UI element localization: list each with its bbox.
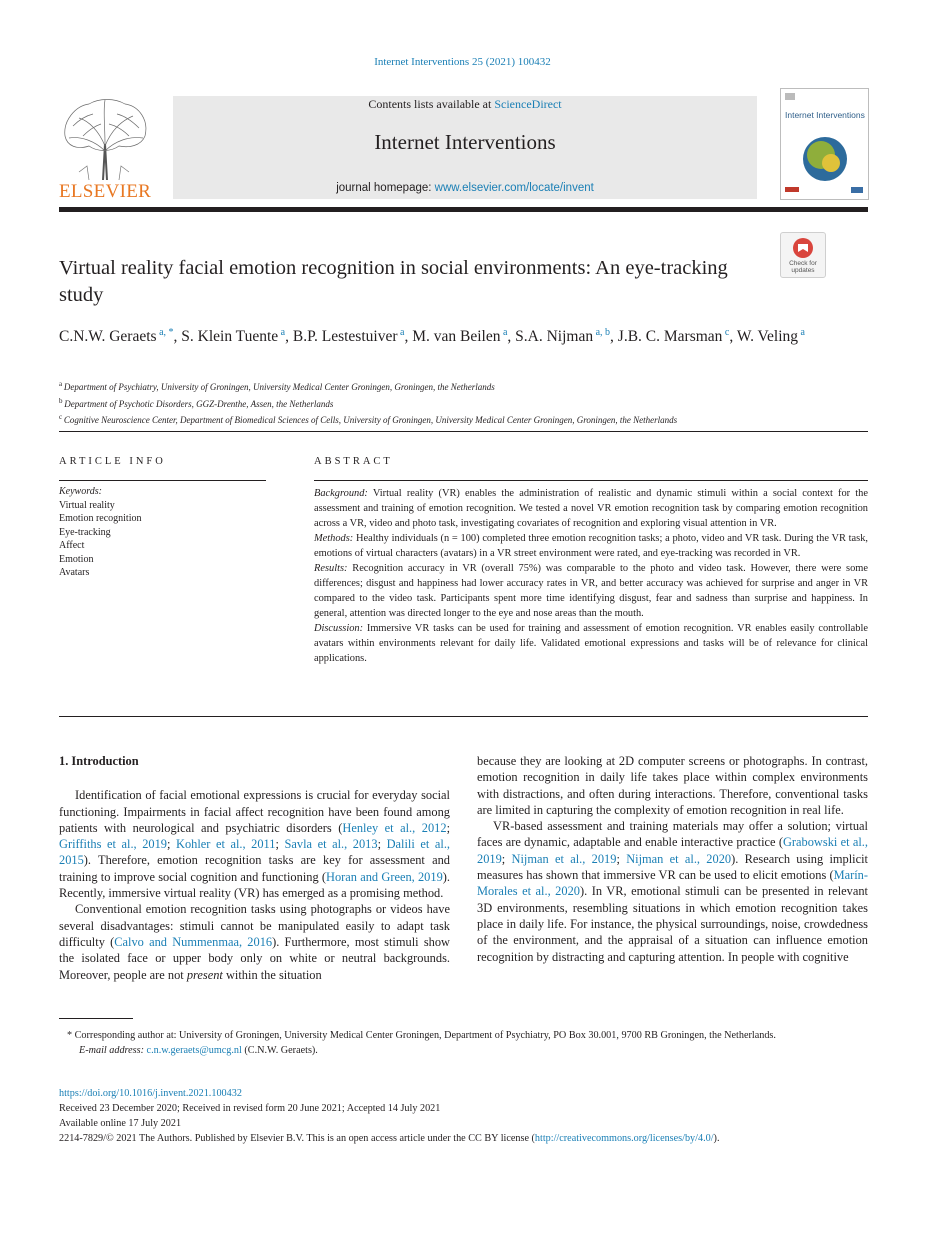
running-header[interactable]: Internet Interventions 25 (2021) 100432 [374, 56, 551, 68]
affiliations [59, 378, 868, 428]
publisher-logo-text: ELSEVIER [59, 181, 152, 202]
available-online: Available online 17 July 2021 [59, 1118, 182, 1129]
abstract-section [314, 621, 868, 666]
abstract-section-text: Healthy individuals (n = 100) completed three emotion recognition tasks; a photo, video and VR task. During the VR task, emotions of virtual characters (avatars) in a VR street environment were rated, and eye-tracking was recorded in VR. [314, 533, 868, 559]
text-run: ). Therefore, emotion recognition tasks are key for assessment and training to improve social cognition and functioning ( [59, 853, 450, 884]
author-name: S. Klein Tuente [181, 328, 279, 346]
body-right-column [477, 753, 868, 965]
text-run: ; [446, 820, 451, 835]
sciencedirect-link[interactable]: ScienceDirect [494, 97, 562, 111]
affiliation-text: Department of Psychotic Disorders, GGZ-Drenthe, Assen, the Netherlands [64, 398, 334, 409]
abstract-body [314, 486, 868, 666]
affiliation [59, 411, 868, 428]
doi-link[interactable]: https://doi.org/10.1016/j.invent.2021.100432 [59, 1088, 242, 1099]
abstract-section-text: Virtual reality (VR) enables the administration of realistic and dynamic stimuli within a social context for the assessment and training of emotion recognition. We tested a novel VR emotion recognition task by comparing emotion recognition across a VR, video and photo task, investigating covariates of recognition and exploring visual attention in VR. [314, 488, 868, 529]
text-run: ). Furthermore, most stimuli show the isolated face or upper body only on white or neutral backgrounds. Moreover, people are not [59, 934, 450, 982]
paragraph [477, 818, 868, 965]
author-name: B.P. Lestestuiver [292, 328, 398, 346]
author-affiliation-mark[interactable]: a [397, 327, 405, 338]
affiliation [59, 378, 868, 395]
keyword: Emotion recognition [59, 513, 142, 525]
text-run: ; [501, 851, 512, 866]
text-run: ; [166, 837, 176, 852]
text-run: Identification of facial emotional expressions is crucial for everyday social functioning. Impairments in facial affect recognition have been found among patients with neurological and psychiatric disorders ( [59, 788, 450, 835]
text-run: Conventional emotion recognition tasks using photographs or videos have several disadvantages: stimuli cannot be manipulated easily to adapt task difficulty ( [59, 902, 450, 949]
divider [59, 431, 868, 432]
section-heading: 1. Introduction [59, 754, 139, 768]
contents-line: Contents lists available at ScienceDirect [368, 97, 562, 111]
badge-label: Check for updates [789, 260, 817, 274]
author-name: M. van Beilen [412, 328, 501, 346]
journal-masthead [173, 96, 757, 199]
author-affiliation-mark[interactable]: a [798, 327, 805, 338]
affiliation-text: Department of Psychiatry, University of Groningen, University Medical Center Groningen, Groningen, the Netherlands [63, 382, 495, 392]
body-left-column [59, 753, 450, 983]
abstract-section-text: Recognition accuracy in VR (overall 75%) was comparable to the photo and video task. However, there were some differences; disgust and happiness had lower accuracy rates in VR, and better accuracy was achieved for surprise and anger in VR compared to the video task. Participants spent more time identifying disgust, fear and sadness than surprise and happiness. In general, attention was directed longer to the eye and nose areas than the mouth. [314, 563, 868, 619]
text-run: ; [275, 837, 285, 852]
homepage-link[interactable]: www.elsevier.com/locate/invent [434, 182, 594, 194]
keyword: Emotion [59, 553, 94, 565]
text-run: VR-based assessment and training materials may offer a solution; virtual faces are dynamic, adaptable and enable interactive practice ( [477, 819, 868, 850]
text-run: because they are looking at 2D computer screens or photographs. In contrast, emotion recognition in daily life takes place within complex environments with distractions, and often during interactions. Therefore, conventional tasks are limited in capturing the complexity of emotion recognition in real life. [477, 754, 868, 817]
abstract-section [314, 531, 868, 561]
keyword: Affect [59, 540, 85, 552]
paragraph [477, 753, 868, 818]
citation-link[interactable]: Calvo and Nummenmaa, 2016 [114, 934, 273, 949]
abstract-section [314, 486, 868, 531]
abstract-section-label: Methods: [314, 533, 354, 544]
author-name: C.N.W. Geraets [59, 328, 157, 346]
affiliation-mark: a [59, 380, 64, 388]
text-run: ). Research using implicit measures has shown that immersive VR can be used to elicit emotions ( [477, 851, 868, 883]
paragraph [59, 901, 450, 982]
citation-link[interactable]: Marín-Morales et al., 2020 [477, 868, 868, 899]
keywords-label: Keywords: [59, 486, 102, 497]
abstract-section-label: Results: [314, 563, 348, 574]
author-affiliation-mark[interactable]: a [500, 327, 508, 338]
citation-link[interactable]: Henley et al., 2012 [342, 820, 447, 835]
citation-link[interactable]: Griffiths et al., 2019 [59, 837, 167, 852]
paragraph [59, 787, 450, 901]
citation-link[interactable]: Nijman et al., 2020 [626, 851, 732, 866]
author-affiliation-mark[interactable]: a [278, 327, 286, 338]
keyword-list [59, 499, 142, 579]
check-for-updates-badge[interactable] [780, 232, 826, 278]
abstract-section-label: Discussion: [314, 623, 364, 634]
footnote-rule [59, 1018, 133, 1019]
article-info-heading: ARTICLE INFO [59, 456, 166, 467]
divider [59, 716, 868, 717]
tree-logo-icon [59, 96, 151, 182]
received-dates: Received 23 December 2020; Received in revised form 20 June 2021; Accepted 14 July 2021 [59, 1103, 441, 1114]
author-name: J.B. C. Marsman [617, 328, 723, 346]
abstract-section [314, 561, 868, 621]
license-link[interactable]: http://creativecommons.org/licenses/by/4.0/ [534, 1133, 714, 1144]
article-footer [59, 1086, 868, 1146]
citation-link[interactable]: Kohler et al., 2011 [176, 837, 276, 852]
affiliation [59, 395, 868, 412]
text-run: ). Recently, immersive virtual reality (VR) has emerged as a promising method. [59, 869, 451, 901]
emphasis: present [186, 967, 223, 982]
cover-title: Internet Interventions [785, 110, 865, 120]
text-run: within the situation [222, 967, 322, 982]
citation-link[interactable]: Savla et al., 2013 [284, 837, 378, 852]
keyword: Avatars [59, 567, 90, 579]
journal-title: Internet Interventions [374, 130, 556, 154]
journal-cover-thumbnail[interactable] [780, 88, 869, 200]
divider [59, 480, 266, 481]
abstract-section-text: Immersive VR tasks can be used for training and assessment of emotion recognition. VR enables easily controllable avatars within environments relevant for daily life. Validated emotional expressions and tasks will be of relevance for clinical applications. [314, 623, 868, 664]
author-name: S.A. Nijman [515, 328, 594, 346]
text-run: ; [616, 851, 627, 866]
text-run: ). In VR, emotional stimuli can be presented in relevant 3D environments, resembling situations in which emotion recognition takes place in daily life. For instance, the physical surroundings, noise, crowdedness of the environment, and the appraisal of a situation can influence emotion recognition by distracting and capturing attention. In people with cognitive [477, 884, 868, 964]
citation-link[interactable]: Nijman et al., 2019 [511, 851, 617, 866]
citation-link[interactable]: Dalili et al., 2015 [59, 837, 451, 868]
license-line: 2214-7829/© 2021 The Authors. Published by Elsevier B.V. This is an open access article under the CC BY license (http://creativecommons.org/licenses/by/4.0/). [59, 1133, 720, 1144]
corresponding-author-note: * Corresponding author at: University of Groningen, University Medical Center Groningen, Department of Psychiatry, PO Box 30.001, 9700 RB Groningen, the Netherlands. [67, 1030, 776, 1041]
author-affiliation-mark[interactable]: c [722, 327, 730, 338]
divider [314, 480, 868, 481]
masthead-rule [59, 207, 868, 212]
journal-homepage: journal homepage: www.elsevier.com/locate/invent [336, 182, 594, 194]
affiliation-mark: b [59, 396, 65, 405]
text-run: ; [377, 837, 387, 852]
article-title: Virtual reality facial emotion recognition in social environments: An eye-tracking study [59, 257, 728, 306]
keyword: Eye-tracking [59, 526, 111, 538]
author-list: C.N.W. Geraets $^{a, *}$, S. Klein Tuente $^a$, B.P. Lestestuiver $^a$, M. van Beilen $^a$, S.A. Nijman $^{a, b}$, J.B. C. Marsman $^c$, W. Veling $^a$ [59, 327, 805, 346]
email-link[interactable]: c.n.w.geraets@umcg.nl [146, 1044, 242, 1056]
citation-link[interactable]: Horan and Green, 2019 [326, 869, 443, 884]
abstract-heading: ABSTRACT [314, 456, 393, 467]
citation-link[interactable]: Grabowski et al., 2019 [477, 835, 868, 866]
affiliation-mark: c [59, 413, 64, 421]
author-affiliation-mark[interactable]: a, b [593, 327, 611, 338]
email-line: E-mail address: c.n.w.geraets@umcg.nl (C.N.W. Geraets). [79, 1044, 318, 1056]
author-affiliation-mark[interactable]: a, * [156, 327, 174, 338]
cover-art-icon [781, 89, 868, 199]
keyword: Virtual reality [59, 500, 115, 511]
author-name: W. Veling [736, 328, 799, 346]
footnote [59, 1029, 868, 1058]
affiliation-text: Cognitive Neuroscience Center, Department of Biomedical Sciences of Cells, University of Groningen, University Medical Center Groningen, Groningen, the Netherlands [63, 415, 678, 425]
abstract-section-label: Background: [314, 488, 368, 499]
